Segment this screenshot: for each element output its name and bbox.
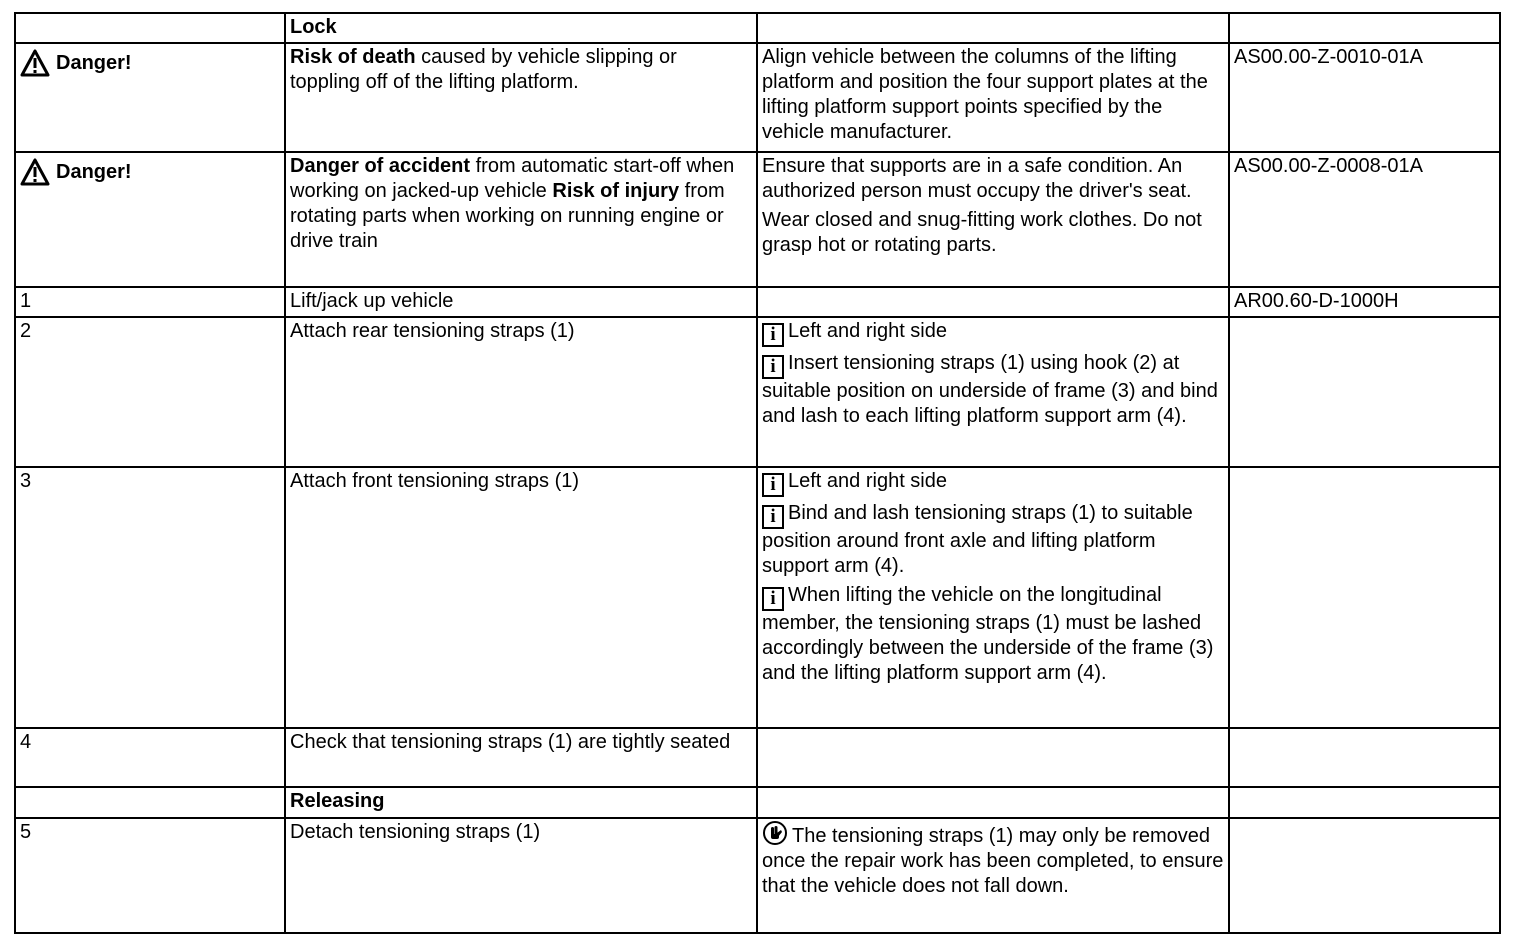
stop-note-text: The tensioning straps (1) may only be removed once the repair work has been completed, to ensure that the vehicle does not fall down.	[762, 825, 1224, 897]
danger-label	[20, 158, 280, 186]
note-cell	[757, 13, 1229, 43]
danger-label	[20, 49, 280, 77]
info-note	[762, 351, 1224, 429]
info-icon: i	[762, 587, 784, 611]
reference-cell	[1229, 787, 1500, 818]
warning-triangle-icon	[20, 158, 50, 186]
step-cell	[15, 152, 285, 287]
info-note-text: Insert tensioning straps (1) using hook (2) at suitable position on underside of frame (3) and bind and lash to each lifting platform support arm (4).	[762, 352, 1218, 427]
step-description: Detach tensioning straps (1)	[285, 818, 757, 933]
step-number: 1	[15, 287, 285, 317]
danger-text: Danger!	[56, 51, 132, 74]
reference-cell	[1229, 317, 1500, 467]
reference-cell	[1229, 728, 1500, 787]
table-row-step-1	[15, 287, 1500, 317]
info-icon: i	[762, 323, 784, 347]
note-cell	[757, 152, 1229, 287]
info-note	[762, 501, 1224, 579]
hazard-text: from automatic start-off when working on jacked-up vehicle	[290, 155, 735, 202]
info-note-text: When lifting the vehicle on the longitudinal member, the tensioning straps (1) must be lashed accordingly between the underside of the frame (3) and the lifting platform support arm (4).	[762, 584, 1214, 684]
hazard-title: Risk of death	[290, 46, 416, 68]
warning-triangle-icon	[20, 49, 50, 77]
hazard-title: Danger of accident	[290, 155, 471, 177]
reference-link[interactable]: AR00.60-D-1000H	[1229, 287, 1500, 317]
table-row-releasing-heading	[15, 787, 1500, 818]
step-cell	[15, 787, 285, 818]
stop-note	[762, 820, 1224, 899]
step-number: 3	[15, 467, 285, 728]
reference-link[interactable]: AS00.00-Z-0010-01A	[1229, 43, 1500, 152]
note-cell	[757, 787, 1229, 818]
info-note	[762, 319, 1224, 347]
note-cell: Align vehicle between the columns of the lifting platform and position the four support plates at the lifting platform support points specified by the vehicle manufacturer.	[757, 43, 1229, 152]
note-cell	[757, 467, 1229, 728]
description-cell	[285, 43, 757, 152]
table-row-lock-heading	[15, 13, 1500, 43]
step-cell	[15, 43, 285, 152]
note-cell	[757, 287, 1229, 317]
table-row-step-5	[15, 818, 1500, 933]
reference-link[interactable]: AS00.00-Z-0008-01A	[1229, 152, 1500, 287]
note-cell	[757, 728, 1229, 787]
procedure-table	[14, 12, 1501, 934]
reference-cell	[1229, 13, 1500, 43]
table-row-step-4	[15, 728, 1500, 787]
table-row-step-3	[15, 467, 1500, 728]
table-row-danger-1	[15, 43, 1500, 152]
step-number: 4	[15, 728, 285, 787]
info-note-text: Left and right side	[788, 320, 947, 342]
info-note	[762, 469, 1224, 497]
info-note	[762, 583, 1224, 686]
info-icon: i	[762, 355, 784, 379]
danger-text: Danger!	[56, 160, 132, 183]
step-cell	[15, 13, 285, 43]
info-note-text: Left and right side	[788, 470, 947, 492]
reference-cell	[1229, 467, 1500, 728]
step-description: Check that tensioning straps (1) are tightly seated	[285, 728, 757, 787]
note-line: Wear closed and snug-fitting work clothes. Do not grasp hot or rotating parts.	[762, 209, 1202, 256]
info-note-text: Bind and lash tensioning straps (1) to suitable position around front axle and lifting platform support arm (4).	[762, 502, 1193, 577]
stop-hand-icon	[762, 820, 788, 846]
description-cell	[285, 152, 757, 287]
info-icon: i	[762, 505, 784, 529]
hazard-text: caused by vehicle slipping or toppling off of the lifting platform.	[290, 46, 677, 93]
section-heading-releasing: Releasing	[285, 787, 757, 818]
step-number: 5	[15, 818, 285, 933]
info-icon: i	[762, 473, 784, 497]
table-row-step-2	[15, 317, 1500, 467]
step-description: Lift/jack up vehicle	[285, 287, 757, 317]
note-line: Ensure that supports are in a safe condition. An authorized person must occupy the driver's seat.	[762, 155, 1192, 202]
hazard-title: Risk of injury	[552, 180, 680, 202]
step-number: 2	[15, 317, 285, 467]
table-row-danger-2	[15, 152, 1500, 287]
note-cell	[757, 818, 1229, 933]
reference-cell	[1229, 818, 1500, 933]
hazard-text: from rotating parts when working on running engine or drive train	[290, 180, 725, 252]
step-description: Attach rear tensioning straps (1)	[285, 317, 757, 467]
section-heading-lock: Lock	[285, 13, 757, 43]
step-description: Attach front tensioning straps (1)	[285, 467, 757, 728]
note-cell	[757, 317, 1229, 467]
